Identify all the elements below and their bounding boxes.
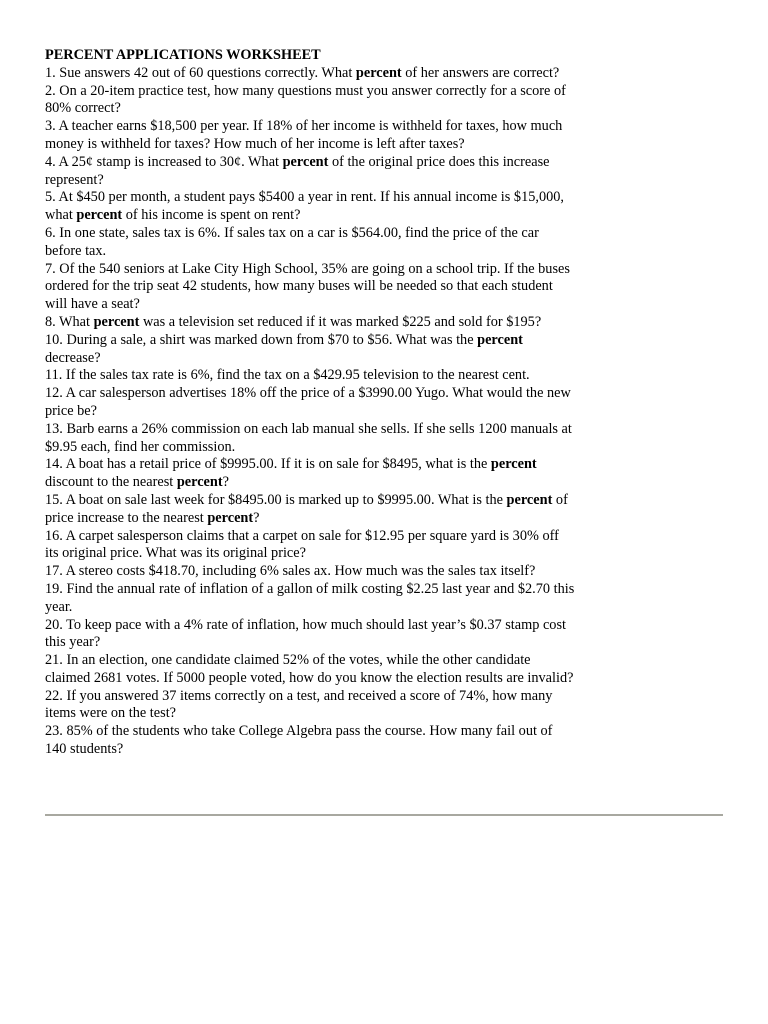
question-item — [45, 261, 575, 314]
question-text: 21. In an election, one candidate claimed 52% of the votes, while the other candidate claimed 2681 votes. If 5000 people voted, how do you know the election results are invalid? — [45, 652, 574, 686]
question-list — [45, 65, 575, 759]
emphasis-text: percent — [93, 313, 140, 330]
question-item — [45, 385, 575, 421]
question-text: of the original price does this increase represent? — [45, 153, 550, 188]
question-text: of her answers are correct? — [401, 64, 560, 81]
emphasis-text: percent — [355, 64, 402, 81]
question-text: of price increase to the nearest — [45, 491, 568, 526]
bottom-rule — [45, 814, 723, 816]
question-item — [45, 581, 575, 617]
emphasis-text: percent — [506, 491, 553, 508]
question-text: 20. To keep pace with a 4% rate of inflation, how much should last year’s $0.37 stamp cost this year? — [45, 616, 566, 651]
emphasis-text: percent — [207, 509, 254, 526]
question-item — [45, 367, 575, 385]
question-item — [45, 332, 575, 368]
question-text: 7. Of the 540 seniors at Lake City High School, 35% are going on a school trip. If the buses ordered for the trip seat 42 students, how many buses will be needed so that each student will have a seat? — [45, 260, 570, 313]
question-item — [45, 189, 575, 225]
question-text: 2. On a 20-item practice test, how many questions must you answer correctly for a score of 80% correct? — [45, 82, 566, 117]
question-item — [45, 421, 575, 457]
question-item — [45, 528, 575, 564]
question-item — [45, 225, 575, 261]
question-text: 14. A boat has a retail price of $9995.00. If it is on sale for $8495, what is the — [45, 456, 491, 473]
question-item — [45, 688, 575, 724]
question-item — [45, 314, 575, 332]
question-text: ? — [222, 474, 229, 491]
question-item — [45, 563, 575, 581]
question-text: decrease? — [45, 349, 101, 366]
question-item — [45, 652, 575, 688]
question-text: 5. At $450 per month, a student pays $5400 a year in rent. If his annual income is $15,000, what — [45, 189, 564, 224]
question-item — [45, 154, 575, 190]
question-text: 6. In one state, sales tax is 6%. If sales tax on a car is $564.00, find the price of the car before tax. — [45, 224, 539, 259]
question-text: ? — [253, 509, 260, 526]
question-item — [45, 492, 575, 528]
question-item — [45, 83, 575, 119]
question-text: 3. A teacher earns $18,500 per year. If 18% of her income is withheld for taxes, how much money is withheld for taxes? How much of her income is left after taxes? — [45, 118, 563, 152]
question-text: 12. A car salesperson advertises 18% off the price of a $3990.00 Yugo. What would the new price be? — [45, 385, 571, 419]
question-text: 1. Sue answers 42 out of 60 questions correctly. What — [45, 64, 356, 81]
emphasis-text: percent — [477, 331, 523, 348]
question-text: 17. A stereo costs $418.70, including 6% sales ax. How much was the sales tax itself? — [45, 563, 536, 580]
question-text: 10. During a sale, a shirt was marked down from $70 to $56. What was the — [45, 331, 478, 348]
question-item — [45, 723, 575, 759]
question-text: 19. Find the annual rate of inflation of a gallon of milk costing $2.25 last year and $2.70 this year. — [45, 580, 575, 615]
question-text: was a television set reduced if it was marked $225 and sold for $195? — [139, 313, 542, 330]
emphasis-text: percent — [176, 474, 223, 491]
question-text: 16. A carpet salesperson claims that a carpet on sale for $12.95 per square yard is 30% off its original price. What was its original price? — [45, 527, 559, 562]
emphasis-text: percent — [490, 456, 537, 473]
question-item — [45, 456, 575, 492]
emphasis-text: percent — [76, 207, 123, 224]
question-text: discount to the nearest — [45, 474, 177, 491]
question-text: 13. Barb earns a 26% commission on each lab manual she sells. If she sells 1200 manuals at $9.95 each, find her commission. — [45, 420, 572, 455]
question-text: 22. If you answered 37 items correctly on a test, and received a score of 74%, how many items were on the test? — [45, 687, 553, 722]
question-text: 23. 85% of the students who take College Algebra pass the course. How many fail out of 140 students? — [45, 723, 553, 758]
question-text: 15. A boat on sale last week for $8495.00 is marked up to $9995.00. What is the — [45, 491, 507, 508]
worksheet-title: PERCENT APPLICATIONS WORKSHEET — [45, 47, 321, 63]
question-item — [45, 118, 575, 154]
question-item — [45, 617, 575, 653]
worksheet — [45, 47, 575, 759]
question-text: 11. If the sales tax rate is 6%, find the tax on a $429.95 television to the nearest cent. — [45, 367, 530, 384]
question-text: of his income is spent on rent? — [122, 207, 301, 224]
question-text: 4. A 25¢ stamp is increased to 30¢. What — [45, 153, 283, 170]
question-text: 8. What — [45, 313, 94, 330]
question-item — [45, 65, 575, 83]
emphasis-text: percent — [282, 153, 329, 170]
